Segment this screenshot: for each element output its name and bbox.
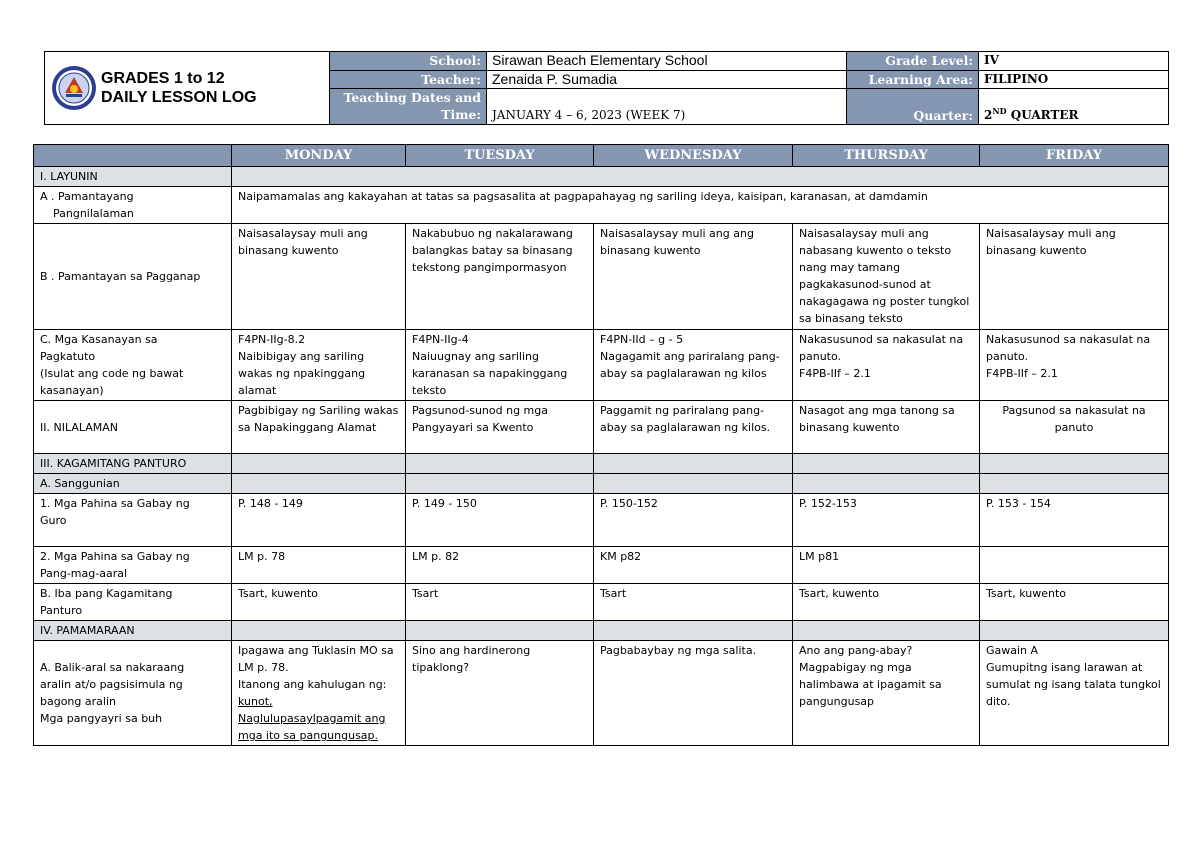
iba-label-2: Panturo — [40, 604, 83, 617]
teacher-label: Teacher: — [330, 70, 487, 89]
dates-label-line-2: Time: — [441, 107, 481, 122]
area-label: Learning Area: — [847, 70, 979, 89]
kasanayan-label-1: C. Mga Kasanayan sa — [40, 333, 158, 346]
kasanayan-row — [34, 330, 1169, 401]
nilalaman-monday: Pagbibigay ng Sariling wakas sa Napakinggang Alamat — [232, 401, 406, 454]
empty-cell — [594, 474, 793, 494]
kasanayan-monday — [232, 330, 406, 401]
iba-thursday: Tsart, kuwento — [793, 584, 980, 621]
iba-row — [34, 584, 1169, 621]
kasanayan-code: F4PN-IIg-4 — [412, 333, 469, 346]
empty-cell — [232, 454, 406, 474]
kasanayan-label — [34, 330, 232, 401]
balik-fri-line-2: Gumupitng isang larawan at sumulat ng isang talata tungkol dito. — [986, 661, 1161, 708]
nilalaman-tuesday: Pagsunod-sunod ng mga Pangyayari sa Kwento — [406, 401, 594, 454]
balik-mon-underline-1: kunot, — [238, 695, 273, 708]
balik-mon-line-3 — [238, 693, 399, 710]
empty-cell — [980, 454, 1169, 474]
quarter-number: 2 — [984, 108, 993, 122]
quarter-suffix: ND — [992, 106, 1007, 116]
balik-aral-thursday — [793, 641, 980, 746]
iba-tuesday: Tsart — [406, 584, 594, 621]
kasanayan-thursday — [793, 330, 980, 401]
empty-cell — [980, 621, 1169, 641]
gabay-mag-label-1: 2. Mga Pahina sa Gabay ng — [40, 550, 190, 563]
gabay-guro-thursday: P. 152-153 — [793, 494, 980, 547]
pagganap-thursday: Naisasalaysay muli ang nabasang kuwento o teksto nang may tamang pagkakasunod-sunod at nakagagawa ng poster tungkol sa binasang teksto — [793, 224, 980, 330]
corner-cell — [34, 145, 232, 167]
day-thursday: THURSDAY — [793, 145, 980, 167]
gabay-guro-label-1: 1. Mga Pahina sa Gabay ng — [40, 497, 190, 510]
gabay-guro-label — [34, 494, 232, 547]
kagamitan-row — [34, 454, 1169, 474]
gabay-mag-label-2: Pang-mag-aaral — [40, 567, 128, 580]
sanggunian-row — [34, 474, 1169, 494]
empty-cell — [980, 474, 1169, 494]
deped-seal-icon — [51, 65, 97, 111]
dates-label-line-1: Teaching Dates and — [343, 90, 481, 105]
gabay-mag-tuesday: LM p. 82 — [406, 547, 594, 584]
pagganap-row — [34, 224, 1169, 330]
pamamaraan-label: IV. PAMAMARAAN — [34, 621, 232, 641]
balik-mon-line-1: Ipagawa ang Tuklasin MO sa LM p. 78. — [238, 644, 394, 674]
empty-cell — [232, 474, 406, 494]
nilalaman-wednesday: Paggamit ng pariralang pang-abay sa paglalarawan ng kilos. — [594, 401, 793, 454]
balik-thu-line-2: Magpabigay ng mga halimbawa at ipagamit sa pangungusap — [799, 661, 942, 708]
balik-aral-monday — [232, 641, 406, 746]
gabay-guro-friday: P. 153 - 154 — [980, 494, 1169, 547]
kasanayan-code: F4PN-IId – g - 5 — [600, 333, 684, 346]
pagganap-monday: Naisasalaysay muli ang binasang kuwento — [232, 224, 406, 330]
grade-label: Grade Level: — [847, 52, 979, 71]
header-table — [44, 51, 1169, 125]
kasanayan-text: Nakasusunod sa nakasulat na panuto. — [986, 333, 1151, 363]
balik-label-2: aralin at/o pagsisimula ng — [40, 678, 183, 691]
sanggunian-label: A. Sanggunian — [34, 474, 232, 494]
kasanayan-code: F4PN-IIg-8.2 — [238, 333, 306, 346]
day-friday: FRIDAY — [980, 145, 1169, 167]
pamamaraan-row — [34, 621, 1169, 641]
pagganap-label: B . Pamantayan sa Pagganap — [34, 224, 232, 330]
empty-cell — [406, 474, 594, 494]
pamantayang-label-1: A . Pamantayang — [40, 190, 134, 203]
empty-cell — [793, 621, 980, 641]
balik-fri-line-1: Gawain A — [986, 644, 1039, 657]
nilalaman-row — [34, 401, 1169, 454]
pagganap-wednesday: Naisasalaysay muli ang ang binasang kuwento — [594, 224, 793, 330]
gabay-guro-wednesday: P. 150-152 — [594, 494, 793, 547]
kagamitan-label: III. KAGAMITANG PANTURO — [34, 454, 232, 474]
day-tuesday: TUESDAY — [406, 145, 594, 167]
gabay-guro-row — [34, 494, 1169, 547]
area-value: FILIPINO — [979, 70, 1169, 89]
balik-aral-wednesday: Pagbabaybay ng mga salita. — [594, 641, 793, 746]
empty-cell — [594, 621, 793, 641]
grade-value: IV — [979, 52, 1169, 71]
school-label: School: — [330, 52, 487, 71]
balik-mon-line-4 — [238, 710, 399, 744]
empty-cell — [793, 454, 980, 474]
iba-friday: Tsart, kuwento — [980, 584, 1169, 621]
kasanayan-friday — [980, 330, 1169, 401]
brand-cell — [45, 52, 330, 125]
nilalaman-thursday: Nasagot ang mga tanong sa binasang kuwento — [793, 401, 980, 454]
balik-mon-line-2: Itanong ang kahulugan ng: — [238, 678, 387, 691]
kasanayan-code: F4PB-IIf – 2.1 — [799, 367, 871, 380]
balik-aral-friday — [980, 641, 1169, 746]
gabay-mag-friday — [980, 547, 1169, 584]
balik-aral-tuesday: Sino ang hardinerong tipaklong? — [406, 641, 594, 746]
quarter-rest: QUARTER — [1006, 108, 1079, 122]
quarter-value — [979, 89, 1169, 125]
iba-monday: Tsart, kuwento — [232, 584, 406, 621]
teacher-value: Zenaida P. Sumadia — [487, 70, 847, 89]
kasanayan-text: Nagagamit ang pariralang pang-abay sa paglalarawan ng kilos — [600, 350, 780, 380]
kasanayan-label-3: (Isulat ang code ng bawat — [40, 367, 184, 380]
kasanayan-text: Naibibigay ang sariling wakas ng npakinggang alamat — [238, 350, 366, 397]
empty-cell — [594, 454, 793, 474]
pagganap-tuesday: Nakabubuo ng nakalarawang balangkas batay sa binasang tekstong pangimpormasyon — [406, 224, 594, 330]
brand-line-2: DAILY LESSON LOG — [101, 89, 257, 106]
kasanayan-tuesday — [406, 330, 594, 401]
kasanayan-label-4: kasanayan) — [40, 384, 104, 397]
pamantayang-value: Naipamamalas ang kakayahan at tatas sa pagsasalita at pagpapahayag ng sariling ideya, kaisipan, karanasan, at damdamin — [232, 187, 1169, 224]
empty-cell — [406, 621, 594, 641]
nilalaman-friday: Pagsunod sa nakasulat na panuto — [980, 401, 1169, 454]
empty-cell — [793, 474, 980, 494]
pagganap-friday: Naisasalaysay muli ang binasang kuwento — [980, 224, 1169, 330]
kasanayan-label-2: Pagkatuto — [40, 350, 96, 363]
balik-label-3: bagong aralin — [40, 695, 116, 708]
gabay-guro-monday: P. 148 - 149 — [232, 494, 406, 547]
empty-cell — [406, 454, 594, 474]
dates-label — [330, 89, 487, 125]
brand-line-1: GRADES 1 to 12 — [101, 70, 225, 87]
iba-label — [34, 584, 232, 621]
balik-label-1: A. Balik-aral sa nakaraang — [40, 661, 185, 674]
dates-value: JANUARY 4 – 6, 2023 (WEEK 7) — [487, 89, 847, 125]
pamantayang-row — [34, 187, 1169, 224]
school-value: Sirawan Beach Elementary School — [487, 52, 847, 71]
gabay-mag-thursday: LM p81 — [793, 547, 980, 584]
balik-aral-row — [34, 641, 1169, 746]
iba-wednesday: Tsart — [594, 584, 793, 621]
nilalaman-label: II. NILALAMAN — [34, 401, 232, 454]
gabay-guro-tuesday: P. 149 - 150 — [406, 494, 594, 547]
balik-label-4: Mga pangyayri sa buh — [40, 712, 163, 725]
gabay-mag-label — [34, 547, 232, 584]
layunin-label: I. LAYUNIN — [34, 167, 232, 187]
gabay-mag-monday: LM p. 78 — [232, 547, 406, 584]
empty-cell — [232, 621, 406, 641]
quarter-label: Quarter: — [847, 89, 979, 125]
pamantayang-label-2: Pangnilalaman — [53, 207, 134, 220]
balik-mon-underline-2: Naglulupasaylpagamit ang mga ito sa pangungusap. — [238, 712, 386, 742]
gabay-guro-label-2: Guro — [40, 514, 67, 527]
kasanayan-code: F4PB-IIf – 2.1 — [986, 367, 1058, 380]
layunin-fill — [232, 167, 1169, 187]
balik-thu-line-1: Ano ang pang-abay? — [799, 644, 913, 657]
gabay-mag-wednesday: KM p82 — [594, 547, 793, 584]
brand-title — [101, 69, 257, 107]
layunin-row — [34, 167, 1169, 187]
iba-label-1: B. Iba pang Kagamitang — [40, 587, 173, 600]
balik-aral-label — [34, 641, 232, 746]
lesson-log-table — [33, 144, 1169, 746]
day-monday: MONDAY — [232, 145, 406, 167]
kasanayan-wednesday — [594, 330, 793, 401]
day-wednesday: WEDNESDAY — [594, 145, 793, 167]
kasanayan-text: Nakasusunod sa nakasulat na panuto. — [799, 333, 964, 363]
gabay-mag-row — [34, 547, 1169, 584]
kasanayan-text: Naiuugnay ang sariling karanasan sa napakinggang teksto — [412, 350, 568, 397]
days-header-row — [34, 145, 1169, 167]
pamantayang-label — [34, 187, 232, 224]
